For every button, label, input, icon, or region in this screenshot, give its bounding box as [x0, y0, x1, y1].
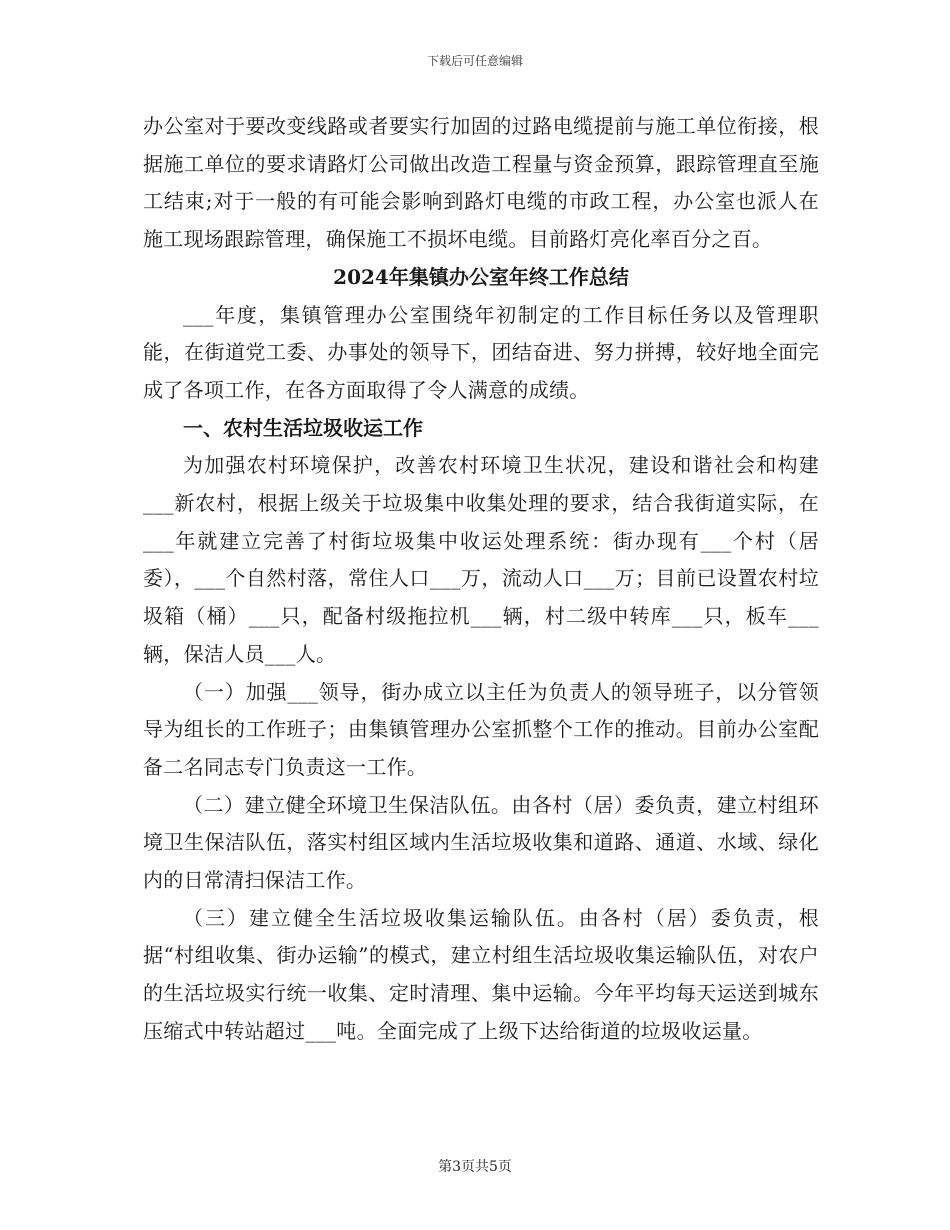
section-paragraph: 为加强农村环境保护，改善农村环境卫生状况，建设和谐社会和构建___新农村，根据上级关于垃圾集中收集处理的要求，结合我街道实际，在___年就建立完善了村街垃圾集中收运处理系统：街办现有___个村（居委），___个自然村落，常住人口___万，流动人口___万；目前已设置农村垃圾箱（桶）___只，配备村级拖拉机___辆，村二级中转库___只，板车___辆，保洁人员___人。: [143, 453, 819, 666]
list-item-3: （三）建立健全生活垃圾收集运输队伍。由各村（居）委负责，根据“村组收集、街办运输”的模式，建立村组生活垃圾收集运输队伍，对农户的生活垃圾实行统一收集、定时清理、集中运输。今年平均每天运送到城东压缩式中转站超过___吨。全面完成了上级下达给街道的垃圾收运量。: [143, 905, 819, 1043]
list-item-1: （一）加强___领导，街办成立以主任为负责人的领导班子，以分管领导为组长的工作班子；由集镇管理办公室抓整个工作的推动。目前办公室配备二名同志专门负责这一工作。: [143, 679, 819, 779]
page-header: 下载后可任意编辑: [426, 54, 523, 68]
document-body: [143, 108, 819, 1051]
document-title: 2024年集镇办公室年终工作总结: [333, 264, 629, 289]
section-heading: 一、农村生活垃圾收运工作: [183, 415, 423, 440]
page-number: 第3页共5页: [438, 1159, 512, 1175]
list-item-2: （二）建立健全环境卫生保洁队伍。由各村（居）委负责，建立村组环境卫生保洁队伍，落实村组区域内生活垃圾收集和道路、通道、水域、绿化内的日常清扫保洁工作。: [143, 792, 819, 893]
continued-paragraph: 办公室对于要改变线路或者要实行加固的过路电缆提前与施工单位衔接，根据施工单位的要求请路灯公司做出改造工程量与资金预算，跟踪管理直至施工结束;对于一般的有可能会影响到路灯电缆的市政工程，办公室也派人在施工现场跟踪管理，确保施工不损坏电缆。目前路灯亮化率百分之百。: [143, 114, 819, 252]
intro-paragraph: ___年度，集镇管理办公室围绕年初制定的工作目标任务以及管理职能，在街道党工委、办事处的领导下，团结奋进、努力拼搏，较好地全面完成了各项工作，在各方面取得了令人满意的成绩。: [143, 302, 819, 402]
